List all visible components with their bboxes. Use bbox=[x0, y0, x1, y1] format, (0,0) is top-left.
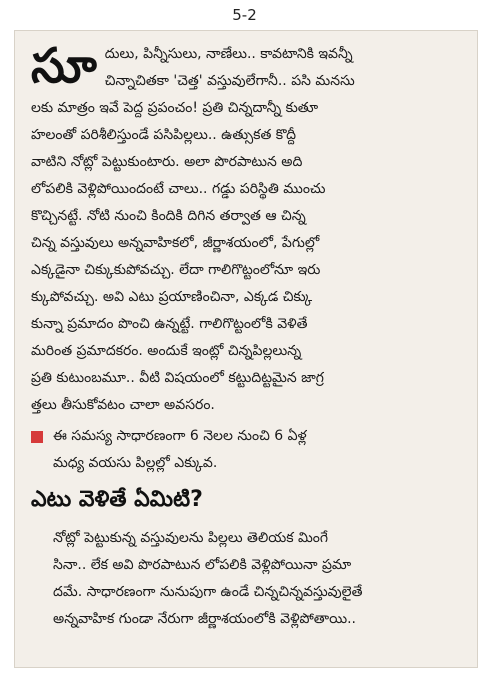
text-line: చిన్న వస్తువులు అన్నవాహికలో, జీర్ణాశయంలో, పేగుల్లో bbox=[31, 235, 320, 251]
text-line: ప్రతి కుటుంబమూ.. వీటి విషయంలో కట్టుదిట్టమైన జాగ్ర bbox=[31, 370, 324, 386]
section-heading: ఎటు వెళితే ఏమిటి? bbox=[31, 487, 203, 512]
text-line: ఎక్కడైనా చిక్కుకుపోవచ్చు. లేదా గాలిగొట్టంలోనూ ఇరు bbox=[31, 262, 321, 278]
text-line: లోపలికి వెళ్లిపోయిందంటే చాలు.. గడ్డు పరిస్థితి ముంచు bbox=[31, 181, 326, 197]
newspaper-clipping bbox=[14, 30, 478, 668]
text-line: లకు మాత్రం ఇవే పెద్ద ప్రపంచం! ప్రతి చిన్నదాన్నీ కుతూ bbox=[31, 100, 319, 116]
text-line: చిన్నాచితకా 'చెత్త' వస్తువులేగానీ.. పసి మనసు bbox=[104, 73, 355, 89]
text-line: మధ్య వయసు పిల్లల్లో ఎక్కువ. bbox=[53, 455, 218, 471]
intro-paragraph bbox=[31, 38, 463, 419]
text-line: దులు, పిన్నీసులు, నాణేలు.. కావటానికి ఇవన్నీ bbox=[104, 46, 353, 62]
bullet-note bbox=[31, 423, 463, 477]
text-line: కున్నా ప్రమాదం పొంచి ఉన్నట్టే. గాలిగొట్టంలోకి వెళితే bbox=[31, 316, 308, 332]
dropcap: సూ bbox=[31, 38, 97, 94]
text-line: దమే. సాధారణంగా నునుపుగా ఉండే చిన్నచిన్నవస్తువులైతే bbox=[53, 584, 363, 600]
intro-text bbox=[31, 38, 463, 419]
text-line: నోట్లో పెట్టుకున్న వస్తువులను పిల్లలు తెలియక మింగే bbox=[53, 530, 329, 546]
text-line: సినా.. లేక అవి పొరపాటున లోపలికి వెళ్లిపోయినా ప్రమా bbox=[53, 557, 352, 573]
text-line: మరింత ప్రమాదకరం. అందుకే ఇంట్లో చిన్నపిల్లలున్న bbox=[31, 343, 302, 359]
page-label: 5-2 bbox=[232, 6, 257, 24]
text-line: కొచ్చినట్టే. నోటి నుంచి కిందికి దిగిన తర్వాత ఆ చిన్న bbox=[31, 208, 306, 224]
text-line: త్తలు తీసుకోవటం చాలా అవసరం. bbox=[31, 397, 215, 413]
text-line: వాటిని నోట్లో పెట్టుకుంటారు. అలా పొరపాటున అది bbox=[31, 154, 303, 170]
red-square-bullet-icon bbox=[31, 431, 43, 443]
section-body-text bbox=[31, 525, 463, 633]
text-line: హలంతో పరిశీలిస్తుండే పసిపిల్లలు.. ఉత్సుకత కొద్దీ bbox=[31, 127, 297, 143]
text-line: ఈ సమస్య సాధారణంగా 6 నెలల నుంచి 6 ఏళ్ల bbox=[53, 428, 307, 444]
bullet-text bbox=[53, 423, 307, 477]
text-line: క్కుపోవచ్చు. అవి ఎటు ప్రయాణించినా, ఎక్కడ చిక్కు bbox=[31, 289, 313, 305]
text-line: అన్నవాహిక గుండా నేరుగా జీర్ణాశయంలోకి వెళ్లిపోతాయి.. bbox=[53, 611, 357, 627]
